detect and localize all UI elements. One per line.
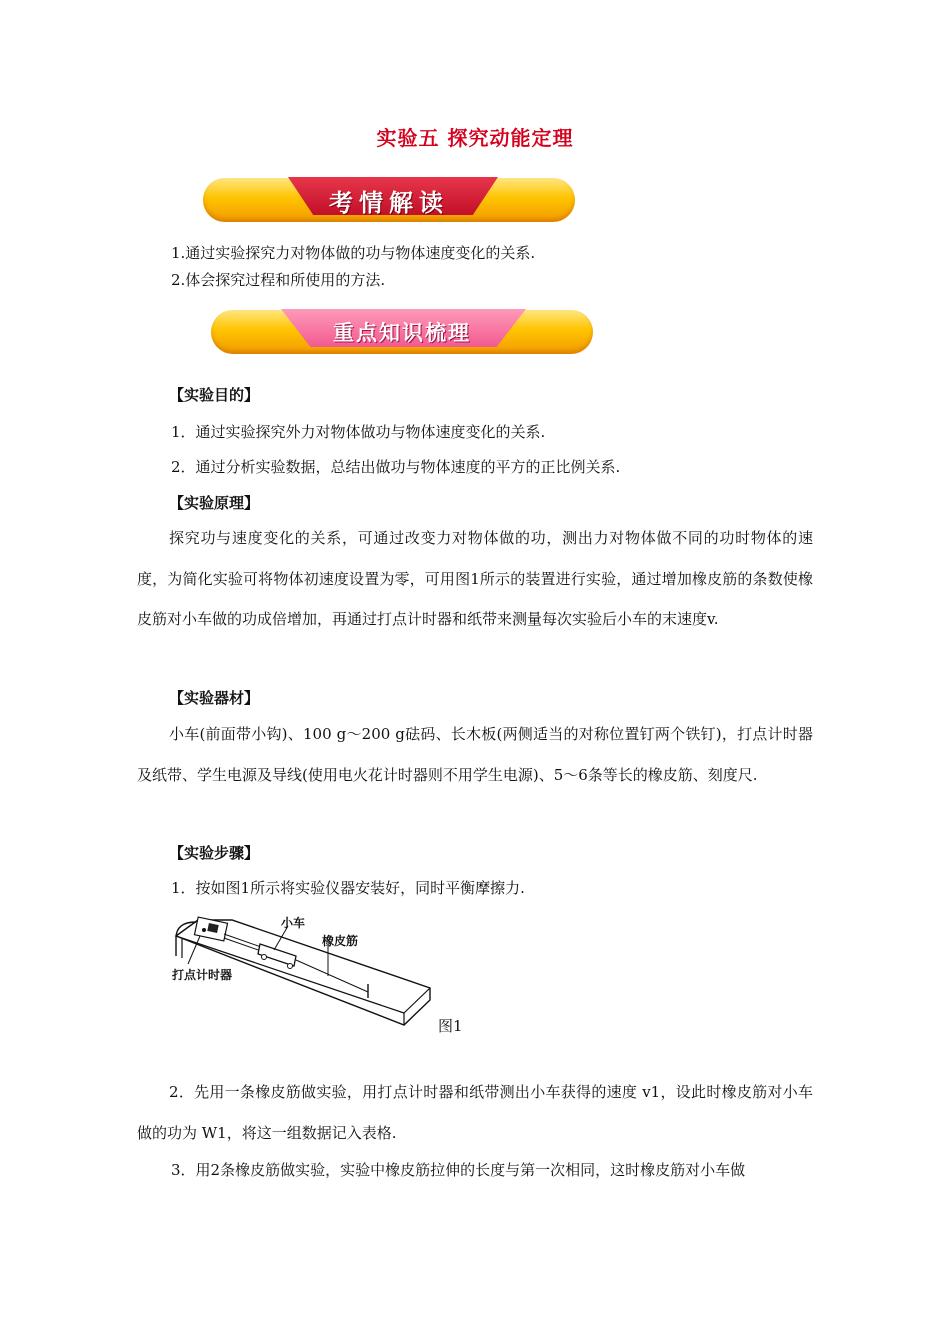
section-heading-equipment: 【实验器材】	[169, 689, 260, 707]
banner-key-knowledge	[211, 310, 593, 354]
purpose-item: 1．通过实验探究外力对物体做功与物体速度变化的关系.	[171, 423, 546, 441]
figure-label-cart: 小车	[281, 916, 306, 930]
figure-label-rubber-band: 橡皮筋	[322, 934, 359, 948]
banner-exam-analysis	[203, 178, 575, 222]
banner-label: 重点知识梳理	[333, 321, 471, 345]
principle-paragraph: 探究功与速度变化的关系，可通过改变力对物体做的功，测出力对物体做不同的功时物体的速度，为简化实验可将物体初速度设置为零，可用图1所示的装置进行实验，通过增加橡皮筋的条数使橡皮筋对小车做的功成倍增加，再通过打点计时器和纸带来测量每次实验后小车的末速度v.	[137, 529, 813, 628]
step-item: 3．用2条橡皮筋做实验，实验中橡皮筋拉伸的长度与第一次相同，这时橡皮筋对小车做	[171, 1161, 746, 1179]
step-item: 1．按如图1所示将实验仪器安装好，同时平衡摩擦力.	[171, 879, 525, 897]
figure-label-timer: 打点计时器	[172, 968, 233, 982]
section-heading-steps: 【实验步骤】	[169, 844, 260, 862]
objective-item: 1.通过实验探究力对物体做的功与物体速度变化的关系.	[171, 244, 536, 262]
objective-item: 2.体会探究过程和所使用的方法.	[171, 271, 386, 289]
step-item: 2．先用一条橡皮筋做实验，用打点计时器和纸带测出小车获得的速度 v1，设此时橡皮筋对小车做的功为 W1，将这一组数据记入表格.	[137, 1083, 813, 1142]
apparatus-figure	[168, 908, 438, 1033]
figure-caption: 图1	[438, 1017, 463, 1035]
page-title: 实验五 探究动能定理	[376, 126, 574, 150]
purpose-item: 2．通过分析实验数据，总结出做功与物体速度的平方的正比例关系.	[171, 458, 621, 476]
banner-label: 考情解读	[329, 189, 449, 217]
section-heading-principle: 【实验原理】	[169, 494, 260, 512]
section-heading-purpose: 【实验目的】	[169, 386, 260, 404]
equipment-paragraph: 小车(前面带小钩)、100 g～200 g砝码、长木板(两侧适当的对称位置钉两个铁钉)，打点计时器及纸带、学生电源及导线(使用电火花计时器则不用学生电源)、5～6条等长的橡皮筋、刻度尺.	[137, 725, 813, 784]
